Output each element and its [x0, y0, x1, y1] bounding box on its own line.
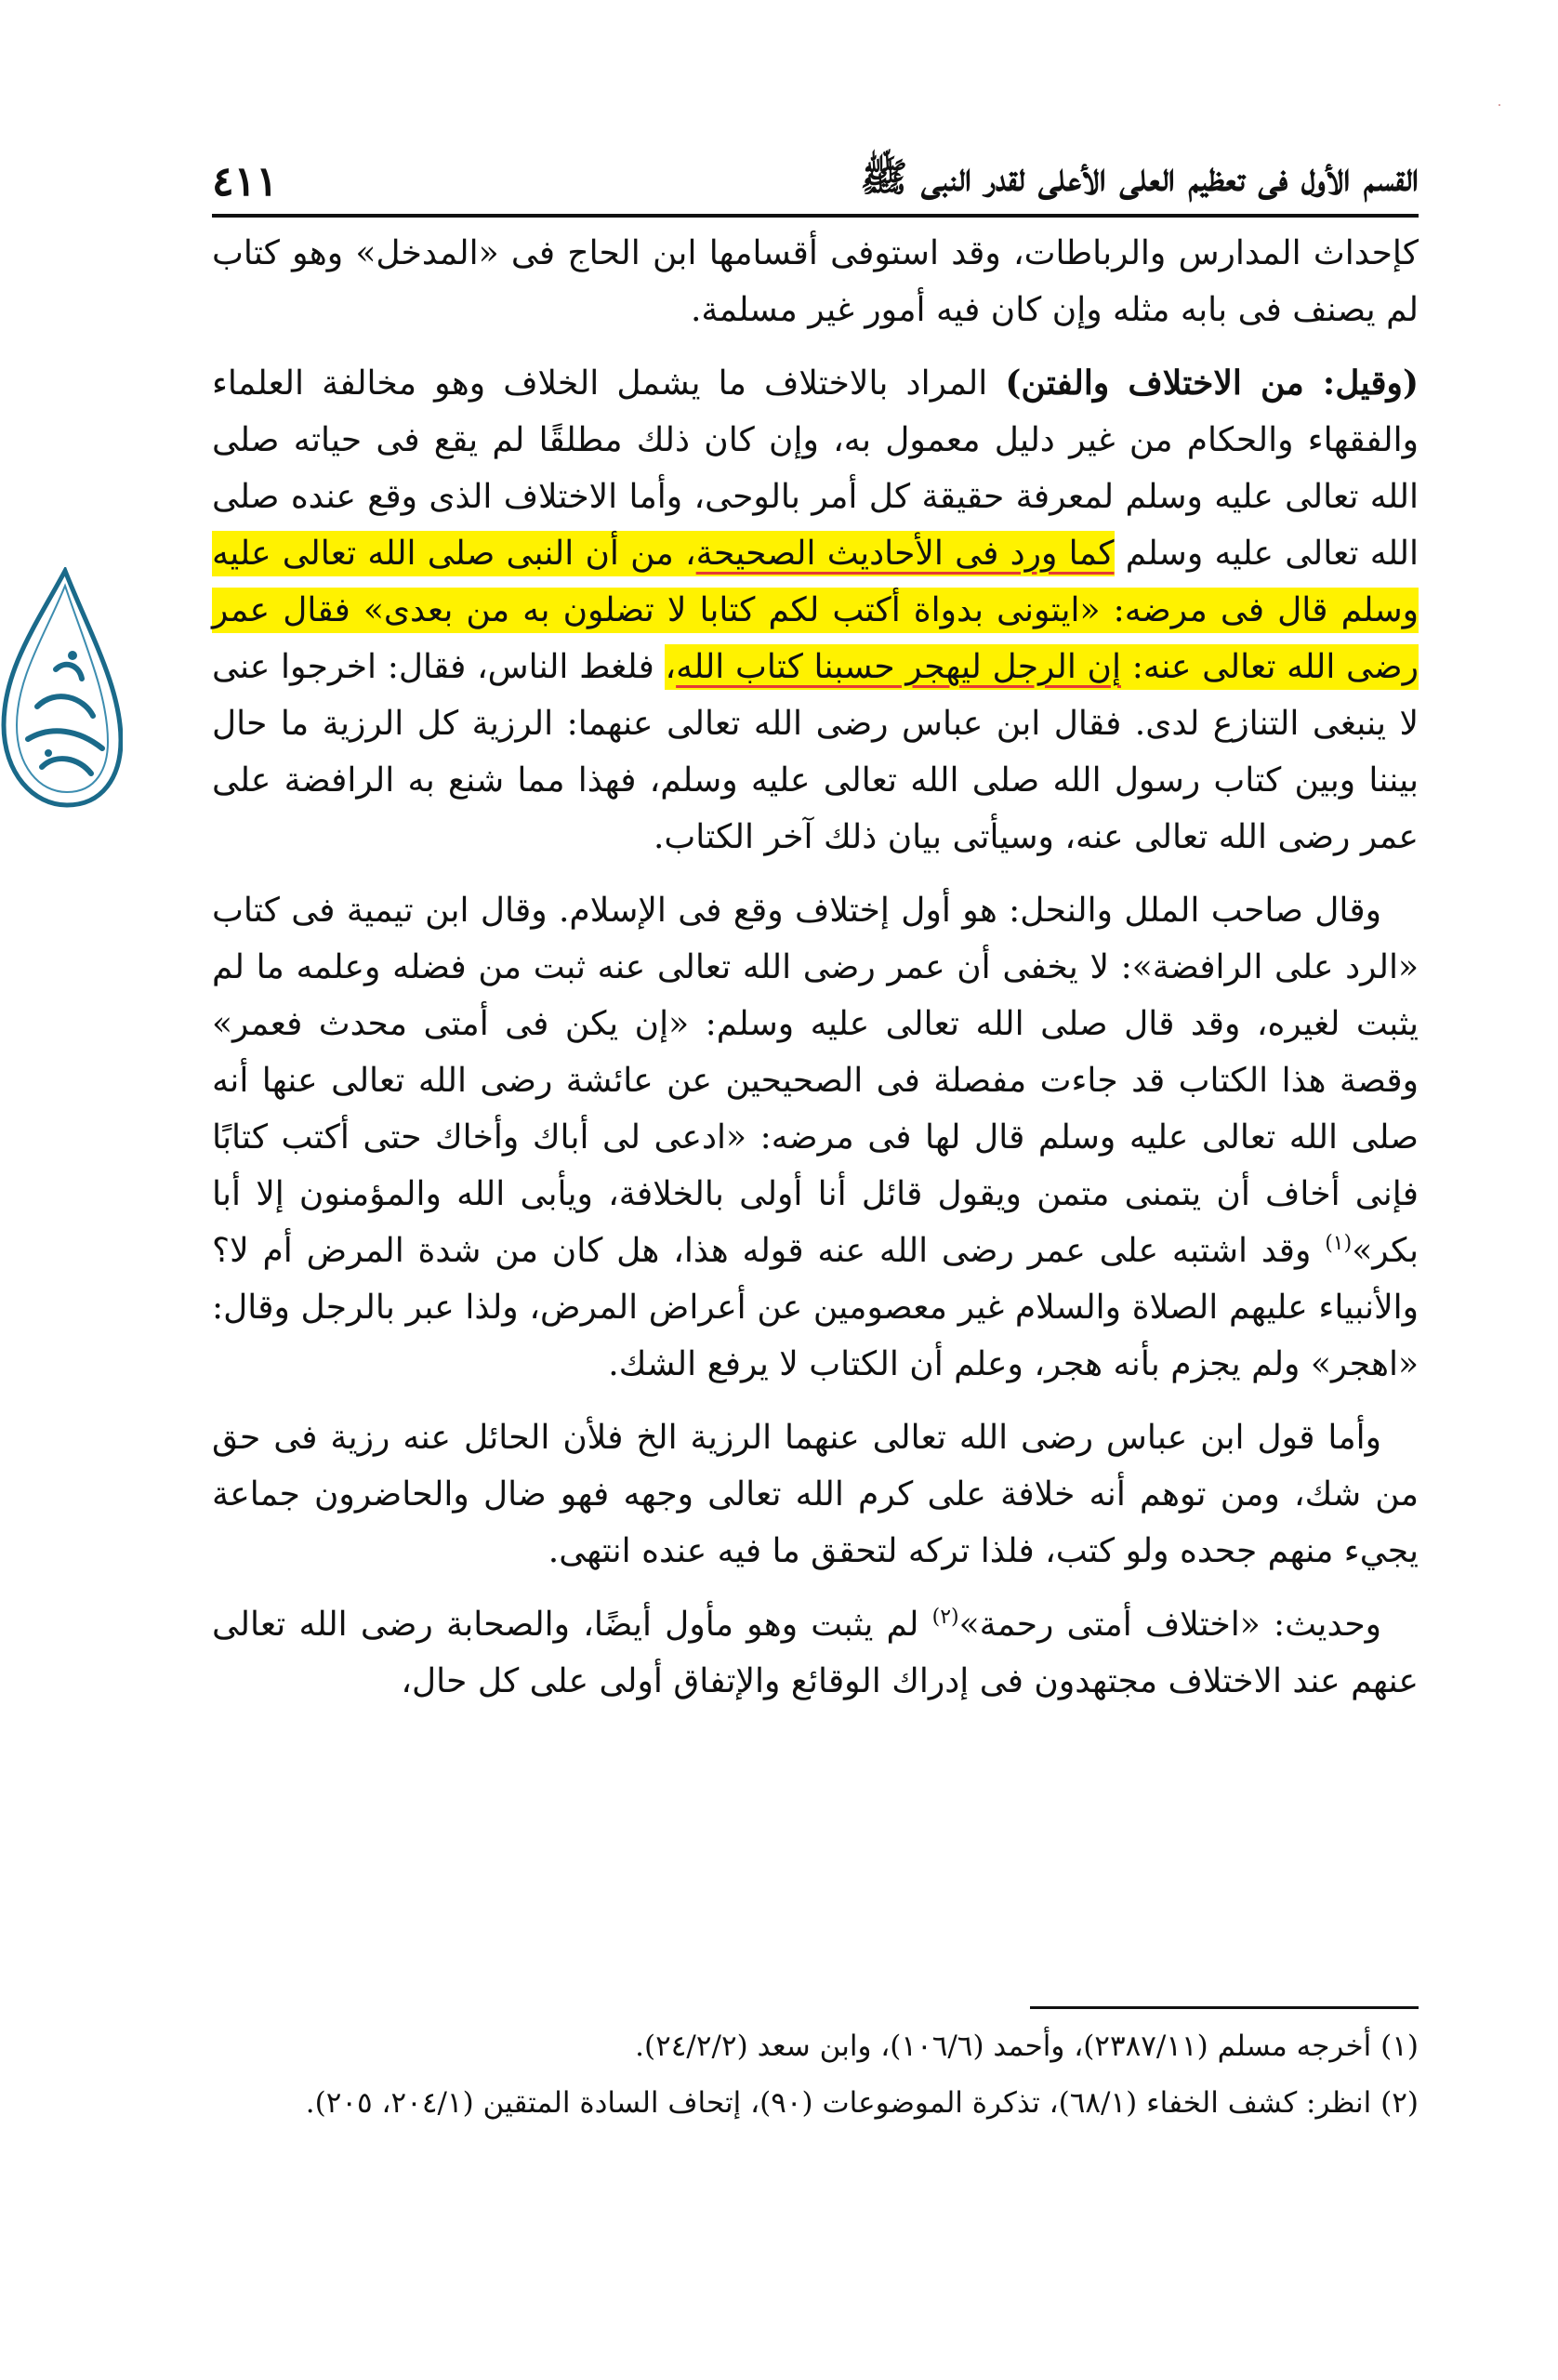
footnote-ref-1[interactable]: (١): [1325, 1232, 1353, 1255]
paragraph-2: [212, 355, 1419, 866]
paragraph-5-text-a: وحديث: «اختلاف أمتى رحمة»: [958, 1606, 1381, 1644]
footnote-divider: [1030, 2006, 1419, 2009]
highlight-hadith-text: ، من أن النبى صلى الله تعالى عليه وسلم قال فى مرضه: «ايتونى بدواة أكتب لكم كتابا لا تضلون به من بعدى» فقال عمر رضى الله تعالى عنه:: [212, 531, 1419, 690]
paragraph-2-heading: (وقيل: من الاختلاف والفتن): [1005, 364, 1419, 403]
page-number: ٤١١: [212, 157, 278, 205]
paragraph-2-text-b: فلغط الناس، فقال: اخرجوا عنى لا ينبغى التنازع لدى. فقال ابن عباس رضى الله تعالى عنهما: الرزية كل الرزية ما حال بيننا وبين كتاب رسول الله صلى الله تعالى عليه وسلم، فهذا مما شنع به الرافضة على عمر رضى الله تعالى عنه، وسيأتى بيان ذلك آخر الكتاب.: [212, 648, 1419, 856]
paragraph-2-text-a: المراد بالاختلاف ما يشمل الخلاف وهو مخالفة العلماء والفقهاء والحكام من غير دليل معمول به، وإن كان ذلك مطلقًا لم يقع فى حياته صلى الله تعالى عليه وسلم لمعرفة حقيقة كل أمر بالوحى، وأما الاختلاف الذى وقع عنده صلى الله تعالى عليه وسلم: [212, 364, 1419, 573]
running-head: القسم الأول فى تعظيم العلى الأعلى لقدر النبى ﷺ: [860, 153, 1419, 200]
paragraph-1: كإحداث المدارس والرباطات، وقد استوفى أقسامها ابن الحاج فى «المدخل» وهو كتاب لم يصنف فى بابه مثله وإن كان فيه أمور غير مسلمة.: [212, 234, 1419, 329]
paragraph-3: [212, 882, 1419, 1393]
paragraph-4: وأما قول ابن عباس رضى الله تعالى عنهما الرزية الخ فلأن الحائل عنه رزية فى حق من شك، ومن توهم أنه خلافة على كرم الله تعالى وجهه فهو ضال والحاضرون جماعة يجيء منهم جحده ولو كتب، فلذا تركه لتحقق ما فيه عنده انتهى.: [212, 1419, 1419, 1570]
calligraphy-logo-icon: [0, 567, 123, 809]
paragraph-5: [212, 1596, 1419, 1710]
paragraph-3-text-a: وقال صاحب الملل والنحل: هو أول إختلاف وقع فى الإسلام. وقال ابن تيمية فى كتاب «الرد على الرافضة»: لا يخفى أن عمر رضى الله تعالى عنه ثبت من فضله وعلمه ما لم يثبت لغيره، وقد قال صلى الله تعالى عليه وسلم: «إن يكن فى أمتى محدث فعمر» وقصة هذا الكتاب قد جاءت مفصلة فى الصحيحين عن عائشة رضى الله تعالى عنها أنه صلى الله تعالى عليه وسلم قال لها فى مرضه: «ادعى لى أباك وأخاك حتى أكتب كتابًا فإنى أخاف أن يتمنى متمن ويقول قائل أنا أولى بالخلافة، ويأبى الله والمؤمنون إلا أبا بكر»: [212, 892, 1419, 1270]
highlight-underlined-phrase-1: كما ورد فى الأحاديث الصحيحة: [696, 531, 1115, 576]
footnote-ref-2[interactable]: (٢): [931, 1606, 959, 1629]
paragraph-5-text-b: لم يثبت وهو مأول أيضًا، والصحابة رضى الله تعالى عنهم عند الاختلاف مجتهدون فى إدراك الوقائع والإتفاق أولى على كل حال،: [212, 1606, 1419, 1700]
body-text: [212, 225, 1419, 1726]
footnote-2: (٢) انظر: كشف الخفاء (٦٨/١)، تذكرة الموضوعات (٩٠)، إتحاف السادة المتقين (٢٠٤/١، ٢٠٥).: [305, 2086, 1419, 2120]
footnotes: [212, 2021, 1419, 2135]
paragraph-3-text-b: وقد اشتبه على عمر رضى الله عنه قوله هذا، هل كان من شدة المرض أم لا؟ والأنبياء عليهم الصلاة والسلام غير معصومين عن أعراض المرض، ولذا عبر بالرجل وقال: «اهجر» ولم يجزم بأنه هجر، وعلم أن الكتاب لا يرفع الشك.: [212, 1232, 1419, 1383]
corner-mark: [1499, 104, 1500, 106]
highlight-underlined-phrase-2: إن الرجل ليهجر حسبنا كتاب الله: [676, 644, 1121, 690]
highlight-comma: ،: [665, 644, 676, 690]
footnote-1: (١) أخرجه مسلم (٢٣٨٧/١١)، وأحمد (١٠٦/٦)، وابن سعد (٢٤/٢/٢).: [635, 2030, 1419, 2063]
page-header: [212, 149, 1419, 218]
